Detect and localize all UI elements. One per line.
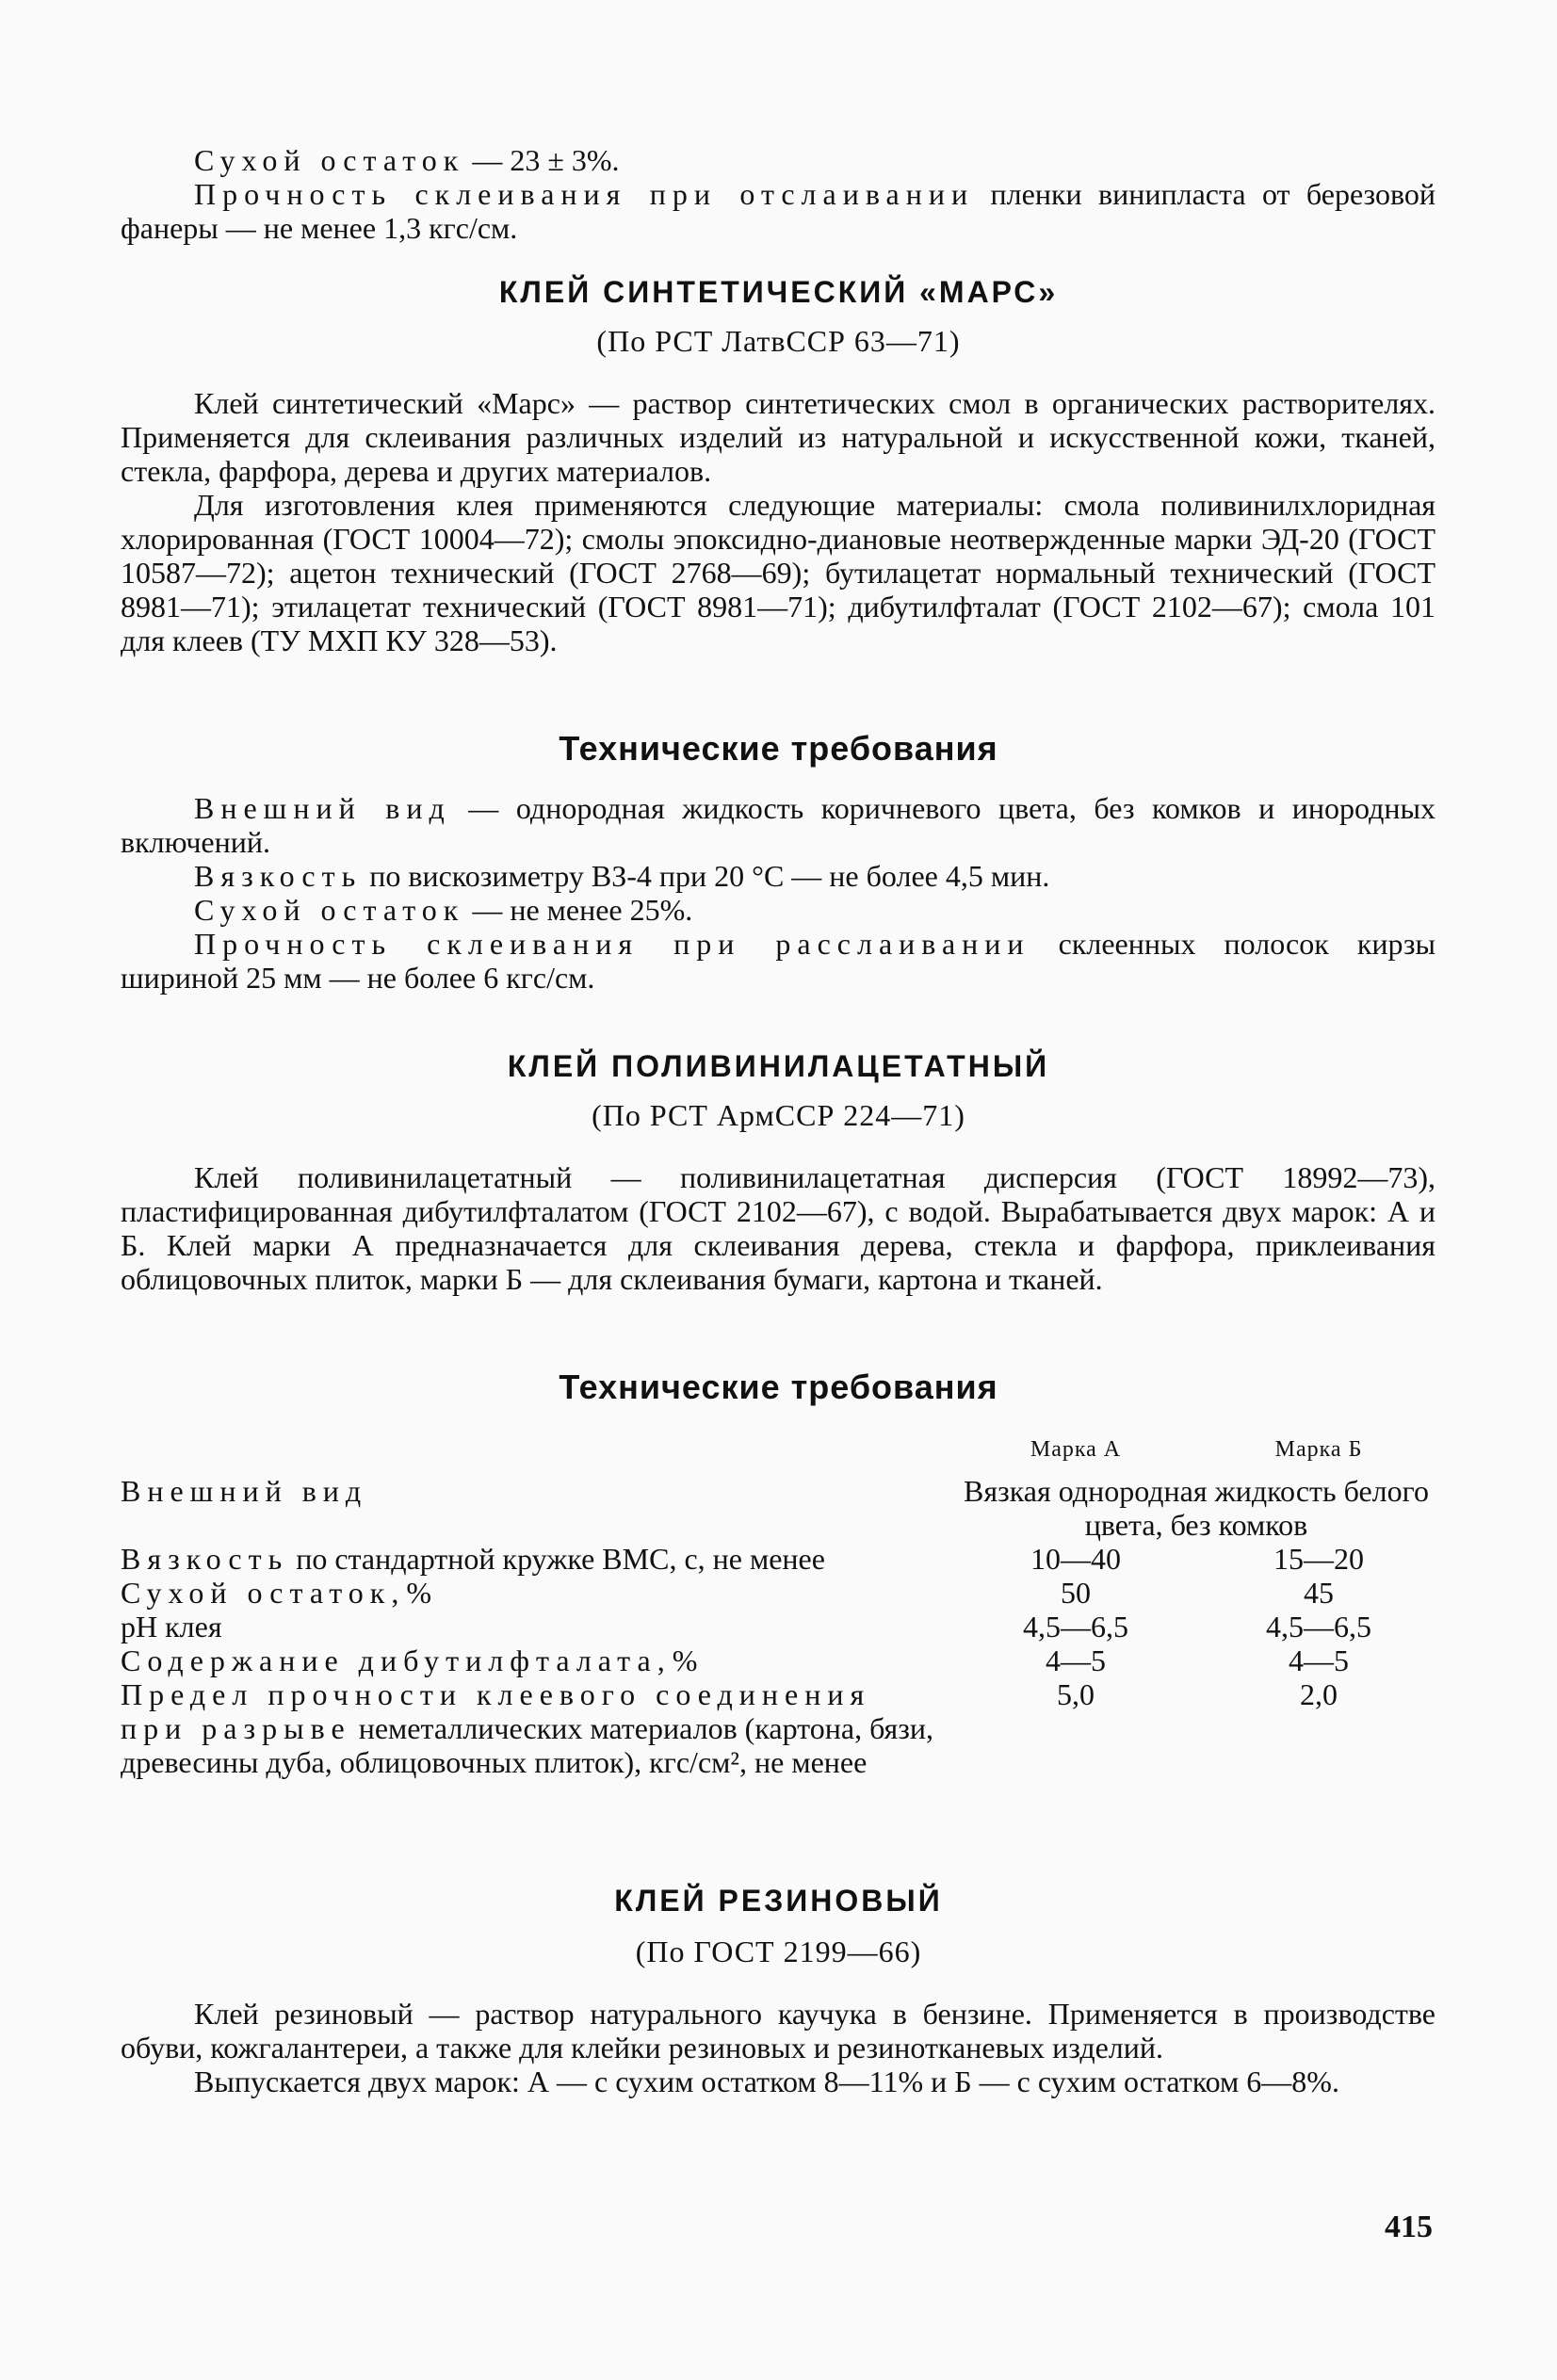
cell-marka-b: 2,0 xyxy=(1300,1677,1338,1711)
mars-requirements xyxy=(121,791,1435,995)
page-number: 415 xyxy=(1385,2210,1433,2244)
row-label: Внешний вид xyxy=(121,1474,368,1508)
column-header-marka-a: Марка А xyxy=(1030,1437,1122,1462)
rubber-description xyxy=(121,1997,1435,2098)
mars-para-2: Для изготовления клея применяются следующие материалы: смола поливинилхлоридная хлорированная (ГОСТ 10004—72); смолы эпоксидно-диановые неотвержденные марки ЭД-20 (ГОСТ 10587—72); ацетон технический (ГОСТ 2768—69); бутилацетат нормальный технический (ГОСТ 8981—71); этилацетат технический (ГОСТ 8981—71); дибутилфталат (ГОСТ 2102—67); смола 101 для клеев (ТУ МХП КУ 328—53). xyxy=(121,488,1435,657)
appearance-value: Вязкая однородная жидкость белого цвета, без комков xyxy=(964,1474,1429,1542)
table-row xyxy=(121,1576,1439,1610)
dry-residue-line: Сухой остаток — 23 ± 3%. xyxy=(194,143,620,177)
row-label: Сухой остаток, % xyxy=(121,1576,431,1610)
cell-marka-a: 10—40 xyxy=(1030,1542,1121,1576)
rubber-para-2: Выпускается двух марок: А — с сухим остатком 8—11% и Б — с сухим остатком 6—8%. xyxy=(194,2064,1339,2098)
mars-title: КЛЕЙ СИНТЕТИЧЕСКИЙ «МАРС» xyxy=(498,275,1059,309)
table-row xyxy=(121,1542,1439,1576)
rubber-para-1: Клей резиновый — раствор натурального каучука в бензине. Применяется в производстве обуви, кожгалантереи, а также для клейки резиновых и резинотканевых изделий. xyxy=(121,1997,1435,2064)
row-label: Содержание дибутилфталата, % xyxy=(121,1643,698,1677)
pva-para-1: Клей поливинилацетатный — поливинилацетатная дисперсия (ГОСТ 18992—73), пластифицированная дибутилфталатом (ГОСТ 2102—67), с водой. Вырабатывается двух марок: А и Б. Клей марки А предназначается для склеивания дерева, стекла и фарфора, приклеивания облицовочных плиток, марки Б — для склеивания бумаги, картона и тканей. xyxy=(121,1160,1435,1296)
mars-tech-title: Технические требования xyxy=(559,729,998,768)
top-requirements xyxy=(121,143,1435,245)
cell-marka-a: 4,5—6,5 xyxy=(1023,1610,1128,1643)
pva-tech-title: Технические требования xyxy=(559,1368,998,1406)
cell-marka-a: 4—5 xyxy=(1046,1643,1106,1677)
column-header-marka-b: Марка Б xyxy=(1274,1437,1363,1462)
table-row xyxy=(121,1474,1439,1542)
rubber-standard: (По ГОСТ 2199—66) xyxy=(635,1935,922,1968)
mars-standard: (По РСТ ЛатвССР 63—71) xyxy=(596,324,961,358)
mars-req-dry-residue: Сухой остаток — не менее 25%. xyxy=(194,893,693,927)
row-label: Предел прочности клеевого соединения при разрыве неметаллических материалов (картона, бязи, древесины дуба, облицовочных плиток), кгс/см², не менее xyxy=(121,1677,934,1779)
mars-req-viscosity: Вязкость по вискозиметру ВЗ-4 при 20 °С — не более 4,5 мин. xyxy=(194,859,1050,893)
pva-standard: (По РСТ АрмССР 224—71) xyxy=(592,1098,965,1132)
mars-description xyxy=(121,386,1435,657)
mars-req-appearance: Внешний вид — однородная жидкость коричневого цвета, без комков и инородных включений. xyxy=(121,791,1436,859)
bond-strength-line: Прочность склеивания при отслаивании пленки винипласта от березовой фанеры — не менее 1,3 кгс/см. xyxy=(121,177,1436,245)
table-header-row xyxy=(121,1432,1439,1474)
pva-spec-table xyxy=(121,1432,1439,1779)
table-row xyxy=(121,1610,1439,1643)
cell-marka-b: 4,5—6,5 xyxy=(1266,1610,1371,1643)
pva-title: КЛЕЙ ПОЛИВИНИЛАЦЕТАТНЫЙ xyxy=(507,1049,1050,1083)
cell-marka-b: 4—5 xyxy=(1289,1643,1349,1677)
rubber-title: КЛЕЙ РЕЗИНОВЫЙ xyxy=(614,1884,943,1918)
row-label: рН клея xyxy=(121,1610,222,1643)
mars-req-strength: Прочность склеивания при расслаивании склеенных полосок кирзы шириной 25 мм — не более 6 кгс/см. xyxy=(121,927,1436,995)
table-row xyxy=(121,1643,1439,1677)
pva-description xyxy=(121,1160,1435,1296)
cell-marka-a: 50 xyxy=(1061,1576,1091,1610)
mars-para-1: Клей синтетический «Марс» — раствор синтетических смол в органических растворителях. Применяется для склеивания различных изделий из натуральной и искусственной кожи, тканей, стекла, фарфора, дерева и других материалов. xyxy=(121,386,1435,488)
cell-marka-a: 5,0 xyxy=(1057,1677,1095,1711)
cell-marka-b: 15—20 xyxy=(1273,1542,1364,1576)
row-label: Вязкость по стандартной кружке ВМС, с, не менее xyxy=(121,1542,825,1576)
cell-marka-b: 45 xyxy=(1304,1576,1334,1610)
table-row xyxy=(121,1677,1439,1779)
